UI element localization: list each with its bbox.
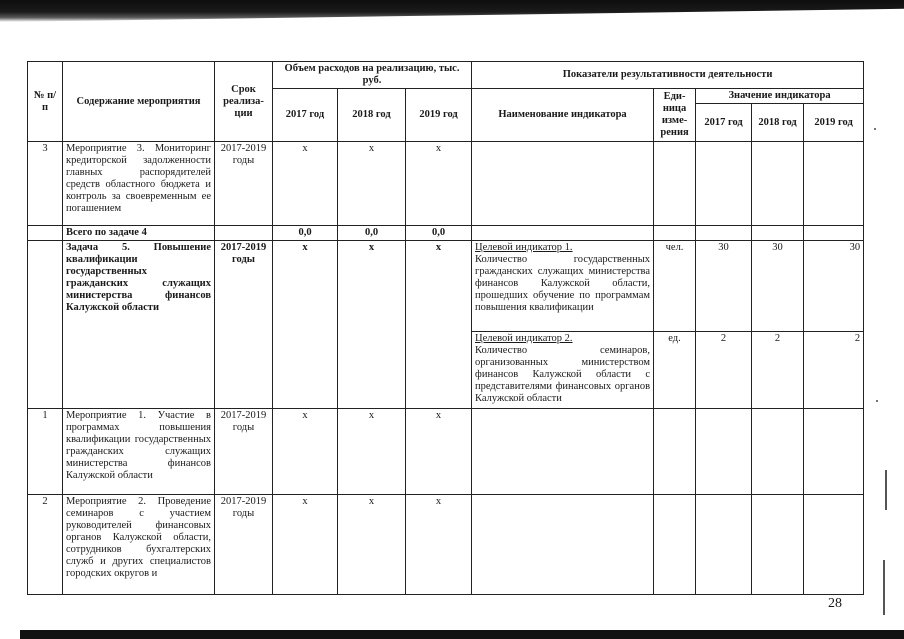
row-num-empty — [28, 241, 63, 409]
row-content: Мероприятие 2. Проведение семинаров с участием руководителей финансовых органов Калужской области, сотрудников бухгалтерских служб и других специалистов городских округов и — [63, 495, 215, 595]
row-content: Мероприятие 3. Мониторинг кредиторской задолженности главных распорядителей средств областного бюджета и контроль за своевременным ее погашением — [63, 142, 215, 226]
header-indicator-name: Наименование индикатора — [472, 89, 654, 142]
header-val-2019: 2019 год — [804, 104, 864, 142]
row-exp-2017: х — [273, 495, 338, 595]
page-number: 28 — [828, 596, 842, 611]
header-unit: Еди-ница изме-рения — [654, 89, 696, 142]
header-exp-2017: 2017 год — [273, 89, 338, 142]
indicator-2-unit: ед. — [654, 332, 696, 409]
table-row — [28, 495, 864, 595]
header-val-2017: 2017 год — [696, 104, 752, 142]
table-row-total — [28, 226, 864, 241]
scan-speck — [876, 400, 878, 402]
program-table — [27, 61, 864, 595]
scan-edge-top — [0, 0, 904, 22]
indicator-1 — [472, 241, 654, 332]
row-unit-empty — [654, 226, 696, 241]
indicator-2-value-2017: 2 — [696, 332, 752, 409]
task-exp-2018: х — [338, 241, 406, 409]
header-num: № п/п — [28, 62, 63, 142]
row-indicator-empty — [472, 142, 654, 226]
row-exp-2019: х — [406, 409, 472, 495]
scan-artifact-right-lower — [883, 560, 885, 615]
scan-artifact-right — [885, 470, 887, 510]
indicator-1-text: Количество государственных гражданских служащих министерства финансов Калужской области, прошедших обучение по программам повышения квалификации — [475, 254, 651, 313]
row-unit-empty — [654, 495, 696, 595]
task-exp-2017: х — [273, 241, 338, 409]
indicator-1-value-2019: 30 — [804, 241, 864, 332]
row-num: 3 — [28, 142, 63, 226]
total-exp-2017: 0,0 — [273, 226, 338, 241]
row-exp-2017: х — [273, 409, 338, 495]
row-unit-empty — [654, 409, 696, 495]
indicator-2 — [472, 332, 654, 409]
header-term: Срок реализа-ции — [215, 62, 273, 142]
row-term: 2017-2019 годы — [215, 142, 273, 226]
row-num-empty — [28, 226, 63, 241]
total-exp-2018: 0,0 — [338, 226, 406, 241]
header-exp-2018: 2018 год — [338, 89, 406, 142]
row-val-empty — [752, 495, 804, 595]
task-term: 2017-2019 годы — [215, 241, 273, 409]
task-content: Задача 5. Повышение квалификации государственных гражданских служащих министерства финансов Калужской области — [63, 241, 215, 409]
header-val-2018: 2018 год — [752, 104, 804, 142]
indicator-2-title: Целевой индикатор 2. — [475, 333, 573, 344]
total-exp-2019: 0,0 — [406, 226, 472, 241]
row-exp-2019: х — [406, 142, 472, 226]
row-val-empty — [804, 226, 864, 241]
row-num: 1 — [28, 409, 63, 495]
row-val-empty — [804, 495, 864, 595]
indicator-1-value-2018: 30 — [752, 241, 804, 332]
row-term: 2017-2019 годы — [215, 409, 273, 495]
header-expenses: Объем расходов на реализацию, тыс. руб. — [273, 62, 472, 89]
scan-edge-bottom — [20, 630, 904, 639]
header-content: Содержание мероприятия — [63, 62, 215, 142]
row-exp-2018: х — [338, 409, 406, 495]
row-val-empty — [752, 142, 804, 226]
row-indicator-empty — [472, 409, 654, 495]
header-indicators: Показатели результативности деятельности — [472, 62, 864, 89]
task-row — [28, 241, 864, 332]
indicator-2-value-2019: 2 — [804, 332, 864, 409]
row-exp-2018: х — [338, 495, 406, 595]
row-content: Мероприятие 1. Участие в программах повышения квалификации государственных гражданских служащих министерства финансов Калужской области — [63, 409, 215, 495]
row-exp-2019: х — [406, 495, 472, 595]
row-val-empty — [696, 142, 752, 226]
indicator-1-value-2017: 30 — [696, 241, 752, 332]
table-row — [28, 409, 864, 495]
row-term-empty — [215, 226, 273, 241]
row-indicator-empty — [472, 495, 654, 595]
row-unit-empty — [654, 142, 696, 226]
row-exp-2018: х — [338, 142, 406, 226]
indicator-1-unit: чел. — [654, 241, 696, 332]
row-val-empty — [804, 409, 864, 495]
row-indicator-empty — [472, 226, 654, 241]
indicator-2-text: Количество семинаров, организованных министерством финансов Калужской области с представителями финансовых органов Калужской области — [475, 345, 651, 404]
task-exp-2019: х — [406, 241, 472, 409]
scan-speck — [874, 128, 876, 130]
total-label: Всего по задаче 4 — [63, 226, 215, 241]
indicator-2-value-2018: 2 — [752, 332, 804, 409]
row-exp-2017: х — [273, 142, 338, 226]
row-val-empty — [804, 142, 864, 226]
table-row — [28, 142, 864, 226]
row-term: 2017-2019 годы — [215, 495, 273, 595]
row-num: 2 — [28, 495, 63, 595]
indicator-1-title: Целевой индикатор 1. — [475, 242, 573, 253]
row-val-empty — [696, 409, 752, 495]
row-val-empty — [696, 495, 752, 595]
header-indicator-value: Значение индикатора — [696, 89, 864, 104]
header-exp-2019: 2019 год — [406, 89, 472, 142]
row-val-empty — [752, 226, 804, 241]
row-val-empty — [696, 226, 752, 241]
row-val-empty — [752, 409, 804, 495]
